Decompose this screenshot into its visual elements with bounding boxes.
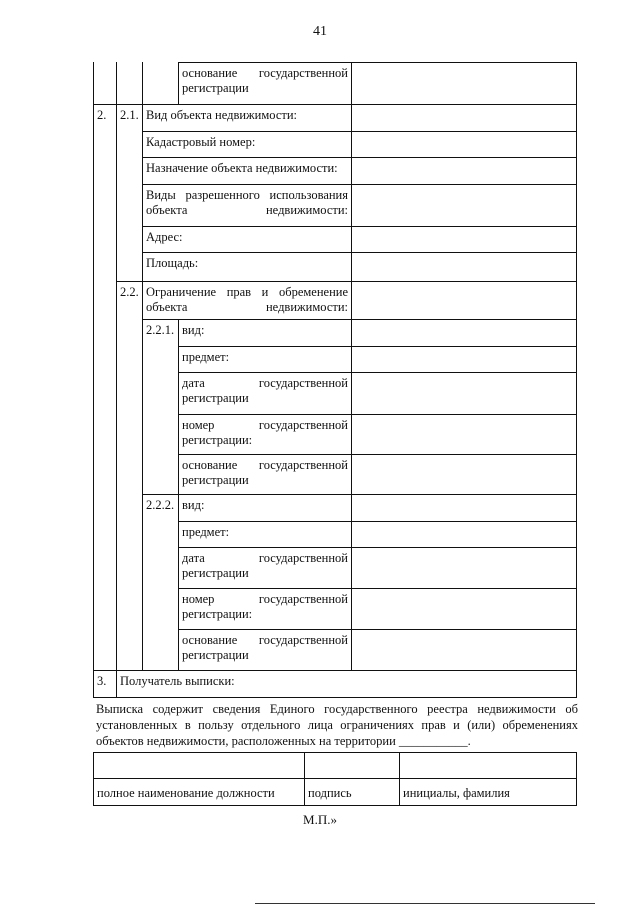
value-vid-obekta [351, 104, 577, 132]
label-ogranichenie: Ограничение прав и обременение объекта недвижимости: [142, 281, 352, 320]
value-vidy [351, 184, 577, 227]
sig-initials-blank [399, 752, 577, 779]
section-222-number: 2.2.2. [142, 494, 179, 671]
paragraph-line-2: установленных в пользу отдельного лица ограничениях прав и (или) обременениях [96, 718, 578, 732]
value-nomer-1 [351, 414, 577, 455]
statement-paragraph [96, 701, 578, 749]
value-predmet-1 [351, 346, 577, 373]
value-naznachenie [351, 157, 577, 185]
cell-num-cont [93, 62, 117, 105]
value-osnovanie-1 [351, 454, 577, 495]
section-3-number: 3. [93, 670, 117, 698]
label-nomer-1: номер государственной регистрации: [178, 414, 352, 455]
label-data-1: дата государственной регистрации [178, 372, 352, 415]
label-poluchatel: Получатель выписки: [116, 670, 577, 698]
value-ogranichenie [351, 281, 577, 320]
stamp-place: М.П.» [303, 812, 337, 827]
sig-initials-label: инициалы, фамилия [399, 778, 577, 806]
sig-position-label: полное наименование должности [93, 778, 305, 806]
cell-subsub-cont [142, 62, 179, 105]
paragraph-line-3: объектов недвижимости, расположенных на территории ___________. [96, 734, 471, 748]
section-21-number: 2.1. [116, 104, 143, 282]
value-osnovanie-top [351, 62, 577, 105]
value-ploshad [351, 252, 577, 282]
sig-position-blank [93, 752, 305, 779]
page-number: 41 [313, 24, 327, 39]
label-ploshad: Площадь: [142, 252, 352, 282]
sig-signature-blank [304, 752, 400, 779]
value-vid-1 [351, 319, 577, 347]
label-osnovanie-2: основание государственной регистрации [178, 629, 352, 671]
label-vid-2: вид: [178, 494, 352, 522]
value-adres [351, 226, 577, 253]
paragraph-line-1: Выписка содержит сведения Единого государственного реестра недвижимости об [96, 702, 578, 716]
value-nomer-2 [351, 588, 577, 630]
label-osnovanie-top: основание государственной регистрации [178, 62, 352, 105]
label-predmet-1: предмет: [178, 346, 352, 373]
value-kadastr [351, 131, 577, 158]
section-221-number: 2.2.1. [142, 319, 179, 495]
sig-signature-label: подпись [304, 778, 400, 806]
value-osnovanie-2 [351, 629, 577, 671]
section-22-number: 2.2. [116, 281, 143, 671]
value-predmet-2 [351, 521, 577, 548]
label-naznachenie: Назначение объекта недвижимости: [142, 157, 352, 185]
label-vid-1: вид: [178, 319, 352, 347]
label-nomer-2: номер государственной регистрации: [178, 588, 352, 630]
scan-edge-line [255, 903, 595, 904]
label-kadastr: Кадастровый номер: [142, 131, 352, 158]
value-vid-2 [351, 494, 577, 522]
label-vidy: Виды разрешенного использования объекта недвижимости: [142, 184, 352, 227]
value-data-1 [351, 372, 577, 415]
label-data-2: дата государственной регистрации [178, 547, 352, 589]
section-2-number: 2. [93, 104, 117, 671]
cell-sub-cont [116, 62, 143, 105]
value-data-2 [351, 547, 577, 589]
label-adres: Адрес: [142, 226, 352, 253]
label-vid-obekta: Вид объекта недвижимости: [142, 104, 352, 132]
label-predmet-2: предмет: [178, 521, 352, 548]
label-osnovanie-1: основание государственной регистрации [178, 454, 352, 495]
